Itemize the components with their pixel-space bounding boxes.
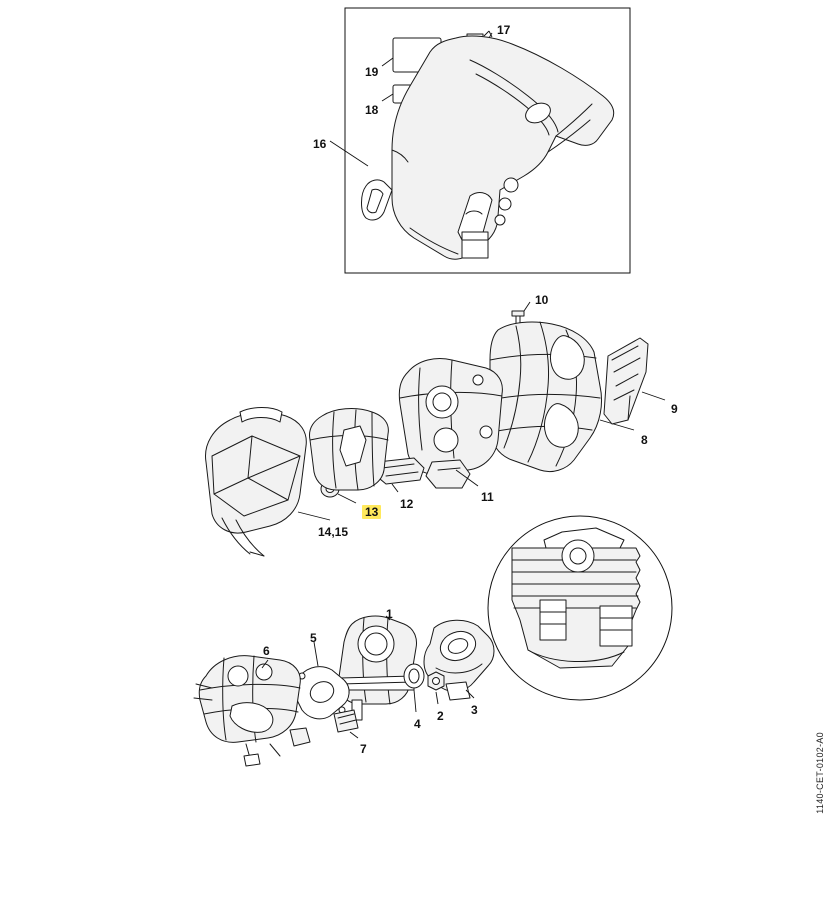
shroud-hole-c: [495, 215, 505, 225]
callout-11: 11: [481, 490, 494, 504]
bracket-bore-lower: [434, 428, 458, 452]
callout-2: 2: [437, 709, 444, 723]
callout-17: 17: [497, 23, 511, 37]
shroud-hole-b: [499, 198, 511, 210]
air-filter-cover-shape: [310, 409, 389, 490]
shroud-hole-a: [504, 178, 518, 192]
callout-8: 8: [641, 433, 648, 447]
filter-housing-shape: [490, 322, 602, 472]
mounting-clip-shape: [334, 710, 358, 732]
callout-18: 18: [365, 103, 379, 117]
carburetor-shape: [194, 656, 310, 766]
callout-1: 1: [386, 607, 393, 621]
intake-manifold-body-shape: [338, 616, 417, 720]
callout-16: 16: [313, 137, 327, 151]
callout-19: 19: [365, 65, 379, 79]
air-filter-element-shape: [206, 408, 307, 557]
callout-6: 6: [263, 644, 270, 658]
callout-10: 10: [535, 293, 549, 307]
callout-4: 4: [414, 717, 421, 731]
cylinder-assembly-shape: [512, 528, 640, 668]
drawing-code: 1140-CET-0102-A0: [815, 732, 825, 814]
o-ring-shape: [404, 664, 424, 688]
callout-3: 3: [471, 703, 478, 717]
manifold-nut-shape: [428, 672, 444, 690]
callout-5: 5: [310, 631, 317, 645]
callout-12: 12: [400, 497, 414, 511]
callout-7: 7: [360, 742, 367, 756]
callout-14-15: 14,15: [318, 525, 349, 539]
callout-13-highlighted: 13: [362, 505, 381, 519]
baffle-plate-shape: [604, 338, 648, 424]
callout-9: 9: [671, 402, 678, 416]
